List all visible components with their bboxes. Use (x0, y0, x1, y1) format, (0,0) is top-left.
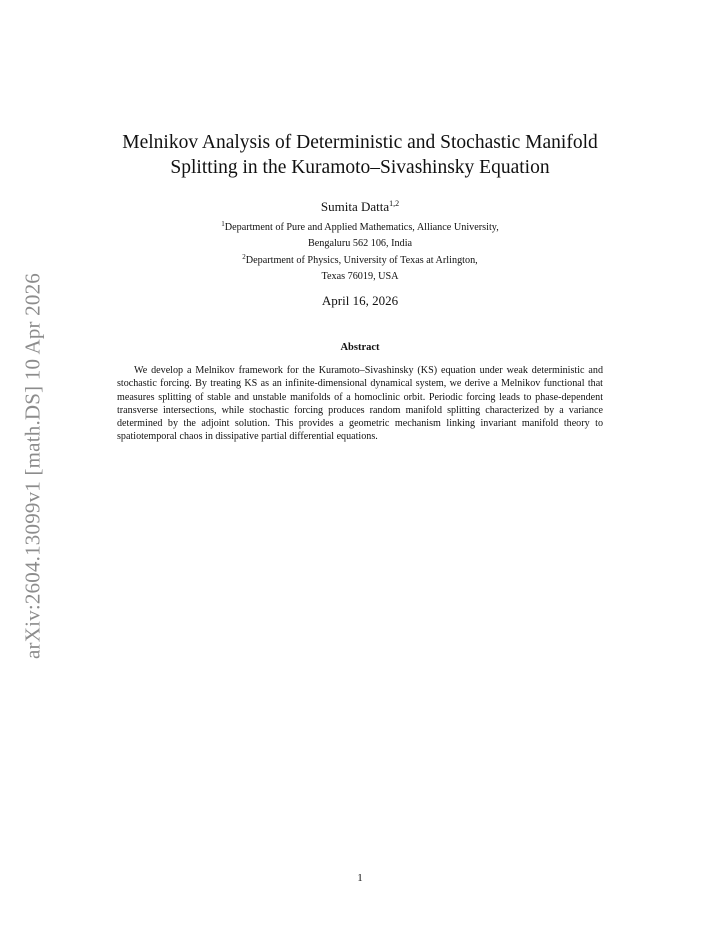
author-name: Sumita Datta (320, 199, 390, 214)
affiliation-1 (100, 216, 620, 253)
paper-title-line-2: Splitting in the Kuramoto–Sivashinsky Equation (170, 157, 550, 178)
abstract-heading: Abstract (340, 342, 380, 353)
page-number: 1 (357, 872, 363, 884)
affiliation-1-line-1 (100, 216, 620, 236)
author-line (100, 199, 620, 215)
paper-date: April 16, 2026 (321, 293, 399, 308)
affiliation-2 (100, 249, 620, 286)
affiliation-1-line-2: Bengaluru 562 106, India (307, 238, 413, 250)
abstract-body: We develop a Melnikov framework for the Kuramoto–Sivashinsky (KS) equation under weak deterministic and stochastic forcing. By treating KS as an infinite-dimensional dynamical system, we derive a Melnikov functional that measures splitting of stable and unstable manifolds of a homoclinic orbit. Periodic forcing leads to phase-dependent transverse intersections, while stochastic forcing produces random manifold splitting characterized by a variance determined by the adjoint solution. This provides a geometric mechanism linking invariant manifold theory to spatiotemporal chaos in dissipative partial differential equations. (117, 365, 603, 443)
affiliation-2-mark: 2 (242, 253, 246, 261)
author-affiliation-marks: 1,2 (389, 199, 400, 208)
arxiv-identifier-stamp: arXiv:2604.13099v1 [math.DS] 10 Apr 2026 (20, 273, 45, 659)
affiliation-1-text: Department of Pure and Applied Mathematics, Alliance University, (224, 222, 499, 233)
affiliation-2-line-2: Texas 76019, USA (321, 271, 399, 283)
affiliation-2-line-1 (100, 249, 620, 269)
paper-title-line-1: Melnikov Analysis of Deterministic and Stochastic Manifold (122, 132, 598, 153)
paper-title (100, 130, 620, 180)
affiliation-1-mark: 1 (221, 220, 225, 228)
affiliation-2-text: Department of Physics, University of Texas at Arlington, (245, 255, 478, 266)
